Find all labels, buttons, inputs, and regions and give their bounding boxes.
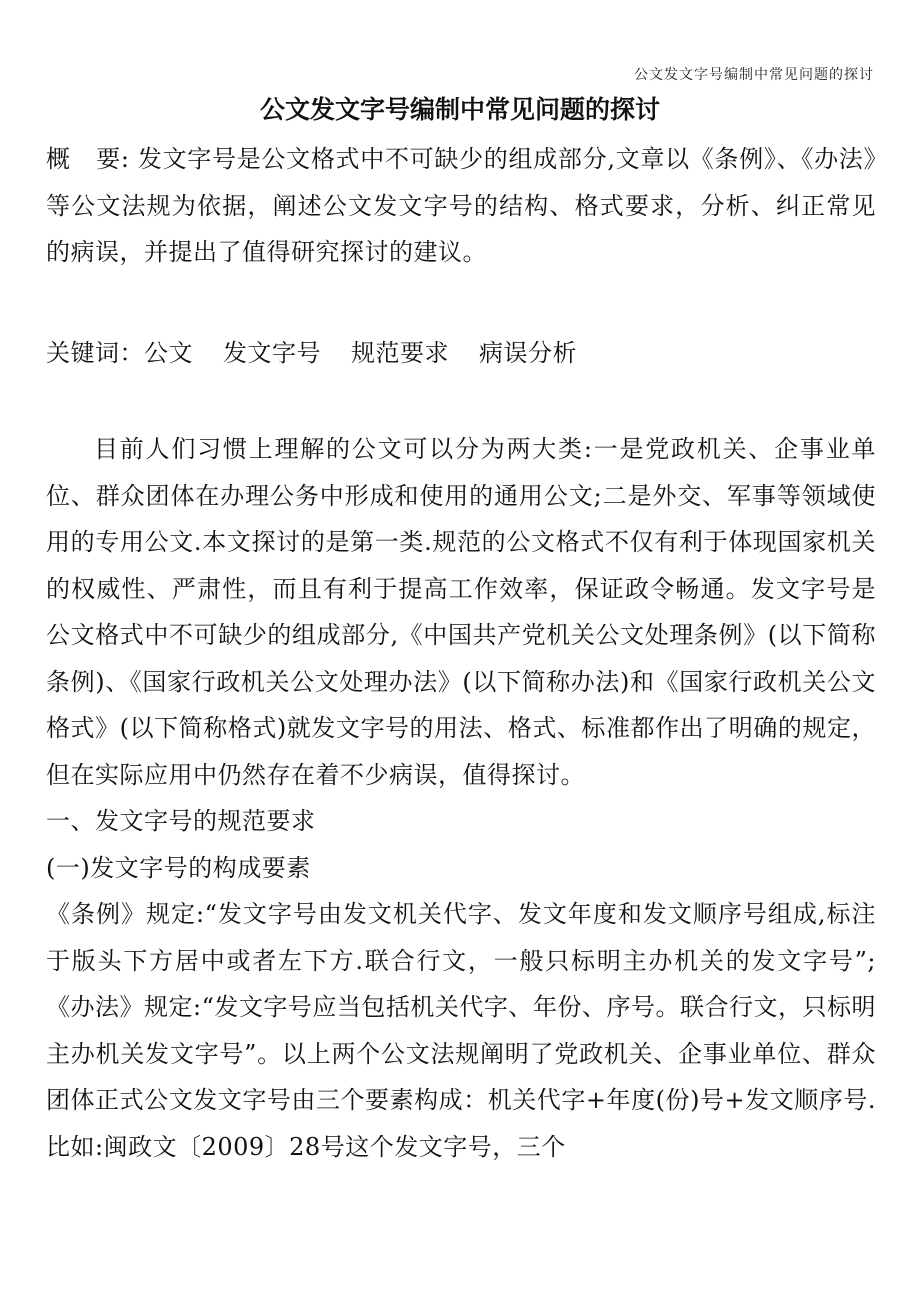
keyword-item: 病误分析 xyxy=(479,339,577,367)
body-section xyxy=(46,426,876,1170)
keyword-item: 公文 xyxy=(144,339,193,367)
section-heading: 一、发文字号的规范要求 xyxy=(46,807,316,835)
keyword-item: 发文字号 xyxy=(223,339,321,367)
intro-paragraph: 目前人们习惯上理解的公文可以分为两大类:一是党政机关、企事业单位、群众团体在办理公务中形成和使用的通用公文;二是外交、军事等领域使用的专用公文.本文探讨的是第一类.规范的公文格式不仅有利于体现国家机关的权威性、严肃性，而且有利于提高工作效率，保证政令畅通。发文字号是公文格式中不可缺少的组成部分,《中国共产党机关公文处理条例》(以下简称条例)、《国家行政机关公文处理办法》(以下简称办法)和《国家行政机关公文格式》(以下简称格式)就发文字号的用法、格式、标准都作出了明确的规定，但在实际应用中仍然存在着不少病误，值得探讨。 xyxy=(46,435,876,789)
abstract-label-2: 要: xyxy=(96,145,130,173)
abstract-paragraph xyxy=(46,136,876,276)
document-title: 公文发文字号编制中常见问题的探讨 xyxy=(259,95,660,124)
body-paragraph: 《条例》规定:“发文字号由发文机关代字、发文年度和发文顺序号组成,标注于版头下方居中或者左下方.联合行文，一般只标明主办机关的发文字号”;《办法》规定:“发文字号应当包括机关代字、年份、序号。联合行文，只标明主办机关发文字号”。以上两个公文法规阐明了党政机关、企事业单位、群众团体正式公文发文字号由三个要素构成：机关代字+年度(份)号+发文顺序号.比如:闽政文〔2009〕28号这个发文字号，三个 xyxy=(46,900,876,1161)
running-header: 公文发文字号编制中常见问题的探讨 xyxy=(634,67,874,83)
abstract-label-1: 概 xyxy=(46,145,97,173)
abstract-section xyxy=(46,136,876,276)
keywords-label: 关键词： xyxy=(46,339,144,367)
keywords-section xyxy=(46,330,876,377)
abstract-text: 发文字号是公文格式中不可缺少的组成部分,文章以《条例》、《办法》等公文法规为依据，阐述公文发文字号的结构、格式要求，分析、纠正常见的病误，并提出了值得研究探讨的建议。 xyxy=(46,145,876,266)
keyword-item: 规范要求 xyxy=(351,339,449,367)
subsection-heading: (一)发文字号的构成要素 xyxy=(46,853,311,882)
